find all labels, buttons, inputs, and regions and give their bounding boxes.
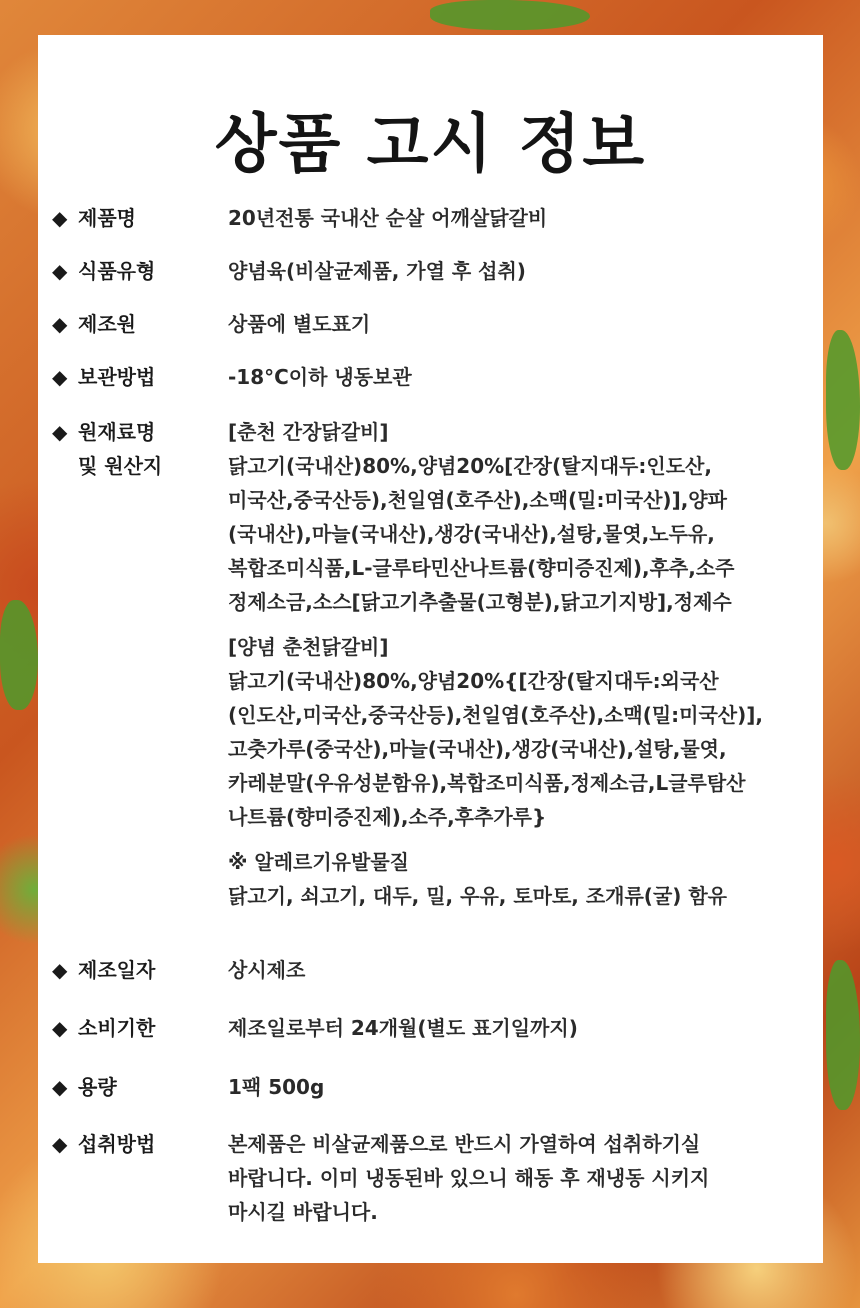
ingredient-line: 복합조미식품,L-글루타민산나트륨(향미증진제),후추,소주 (228, 556, 735, 580)
intake-line: 본제품은 비살균제품으로 반드시 가열하여 섭취하기실 (228, 1132, 701, 1156)
diamond-icon: ◆ (52, 1075, 68, 1099)
row-label: ◆ 식품유형 (52, 254, 212, 288)
row-value: -18°C이하 냉동보관 (228, 365, 412, 389)
diamond-icon: ◆ (52, 1132, 68, 1156)
row-value: 1팩 500g (228, 1075, 325, 1099)
ingredient-line: 닭고기(국내산)80%,양념20%{[간장(탈지대두:외국산 (228, 669, 719, 693)
row-label: ◆ 섭취방법 (52, 1127, 212, 1161)
ingredient-line: 정제소금,소스[닭고기추출물(고형분),닭고기지방],정제수 (228, 590, 732, 614)
intake-value (228, 1127, 818, 1229)
row-value: 제조일로부터 24개월(별도 표기일까지) (228, 1016, 578, 1040)
green-onion-decoration (826, 330, 860, 470)
intake-line: 바랍니다. 이미 냉동된바 있으니 해동 후 재냉동 시키지 (228, 1166, 710, 1190)
row-label: ◆ 소비기한 (52, 1011, 212, 1045)
row-label: ◆ 용량 (52, 1070, 212, 1104)
diamond-icon: ◆ (52, 206, 68, 230)
ingredient-block-title: [춘천 간장닭갈비] (228, 420, 389, 444)
ingredients-value (228, 415, 818, 913)
row-label: ◆ 보관방법 (52, 360, 212, 394)
ingredient-line: 고춧가루(중국산),마늘(국내산),생강(국내산),설탕,물엿, (228, 737, 727, 761)
row-label: ◆ 제조일자 (52, 953, 212, 987)
allergen-title: ※ 알레르기유발물질 (228, 850, 409, 874)
ingredient-line: 미국산,중국산등),천일염(호주산),소맥(밀:미국산)],양파 (228, 488, 727, 512)
green-onion-decoration (0, 600, 38, 710)
ingredient-line: (국내산),마늘(국내산),생강(국내산),설탕,물엿,노두유, (228, 522, 715, 546)
page-title: 상품 고시 정보 (214, 108, 647, 182)
diamond-icon: ◆ (52, 312, 68, 336)
diamond-icon: ◆ (52, 958, 68, 982)
row-label: ◆ 원재료명 및 원산지 (52, 415, 212, 483)
diamond-icon: ◆ (52, 1016, 68, 1040)
row-value: 양념육(비살균제품, 가열 후 섭취) (228, 259, 526, 283)
ingredient-line: (인도산,미국산,중국산등),천일염(호주산),소맥(밀:미국산)], (228, 703, 764, 727)
row-value: 20년전통 국내산 순살 어깨살닭갈비 (228, 206, 548, 230)
row-value: 상품에 별도표기 (228, 312, 371, 336)
product-info-card (38, 35, 823, 1263)
ingredient-line: 닭고기(국내산)80%,양념20%[간장(탈지대두:인도산, (228, 454, 712, 478)
green-onion-decoration (430, 0, 590, 30)
ingredient-block-title: [양념 춘천닭갈비] (228, 635, 389, 659)
ingredient-line: 나트륨(향미증진제),소주,후추가루} (228, 805, 547, 829)
row-label: ◆ 제품명 (52, 201, 212, 235)
diamond-icon: ◆ (52, 365, 68, 389)
ingredient-line: 카레분말(우유성분함유),복합조미식품,정제소금,L글루탐산 (228, 771, 746, 795)
green-onion-decoration (826, 960, 860, 1110)
diamond-icon: ◆ (52, 259, 68, 283)
intake-line: 마시길 바랍니다. (228, 1200, 378, 1224)
allergen-text: 닭고기, 쇠고기, 대두, 밀, 우유, 토마토, 조개류(굴) 함유 (228, 884, 728, 908)
diamond-icon: ◆ (52, 420, 68, 444)
row-value: 상시제조 (228, 958, 306, 982)
row-label: ◆ 제조원 (52, 307, 212, 341)
